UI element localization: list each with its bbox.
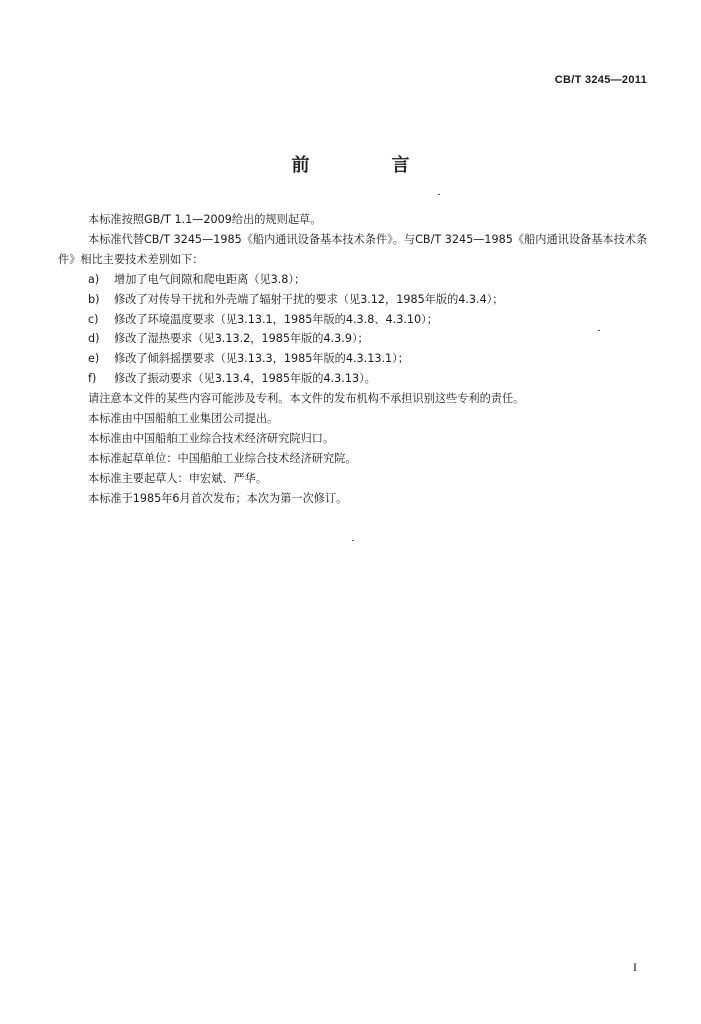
list-item-mark: d) xyxy=(88,332,100,346)
page-number: I xyxy=(633,960,637,974)
paragraph-administrator: 本标准由中国船舶工业综合技术经济研究院归口。 xyxy=(88,431,335,445)
list-item-mark: c) xyxy=(88,312,99,326)
paragraph-proposer: 本标准由中国船舶工业集团公司提出。 xyxy=(88,412,279,426)
list-item xyxy=(58,329,656,349)
list-item-text: 修改了振动要求（见3.13.4，1985年版的4.3.13）。 xyxy=(114,372,376,386)
paragraph-patent-notice: 请注意本文件的某些内容可能涉及专利。本文件的发布机构不承担识别这些专利的责任。 xyxy=(88,392,525,406)
list-item-text: 修改了湿热要求（见3.13.2，1985年版的4.3.9）； xyxy=(114,332,369,346)
scan-speck xyxy=(352,540,354,541)
list-item-mark: a) xyxy=(88,272,100,286)
list-item xyxy=(58,349,656,369)
list-item-text: 修改了对传导干扰和外壳端了辐射干扰的要求（见3.12，1985年版的4.3.4）； xyxy=(114,292,504,306)
paragraph-drafters: 本标准主要起草人：申宏斌、严华。 xyxy=(88,471,268,485)
standard-code-header: CB/T 3245—2011 xyxy=(554,74,647,86)
scan-speck xyxy=(438,194,440,195)
page-title: 前 言 xyxy=(291,155,442,176)
preface-body xyxy=(58,210,656,509)
list-item xyxy=(58,290,656,310)
list-item xyxy=(58,310,656,330)
list-item-text: 增加了电气间隙和爬电距离（见3.8）； xyxy=(114,272,306,286)
paragraph-history: 本标准于1985年6月首次发布；本次为第一次修订。 xyxy=(88,491,348,505)
paragraph-drafting-rule: 本标准按照GB/T 1.1—2009给出的规则起草。 xyxy=(88,213,322,226)
list-item-mark: b) xyxy=(88,292,100,306)
list-item-text: 修改了环境温度要求（见3.13.1，1985年版的4.3.8、4.3.10）； xyxy=(114,312,438,326)
list-item-mark: f) xyxy=(88,372,97,386)
paragraph-replacement: 本标准代替CB/T 3245—1985《船内通讯设备基本技术条件》。与CB/T 3245—1985《船内通讯设备基本技术条件》相比主要技术差别如下： xyxy=(58,232,648,266)
paragraph-drafting-unit: 本标准起草单位：中国船舶工业综合技术经济研究院。 xyxy=(88,451,357,465)
list-item-text: 修改了倾斜摇摆要求（见3.13.3，1985年版的4.3.13.1）； xyxy=(114,352,409,366)
list-item-mark: e) xyxy=(88,352,100,366)
list-item xyxy=(58,369,656,389)
list-item xyxy=(58,270,656,290)
